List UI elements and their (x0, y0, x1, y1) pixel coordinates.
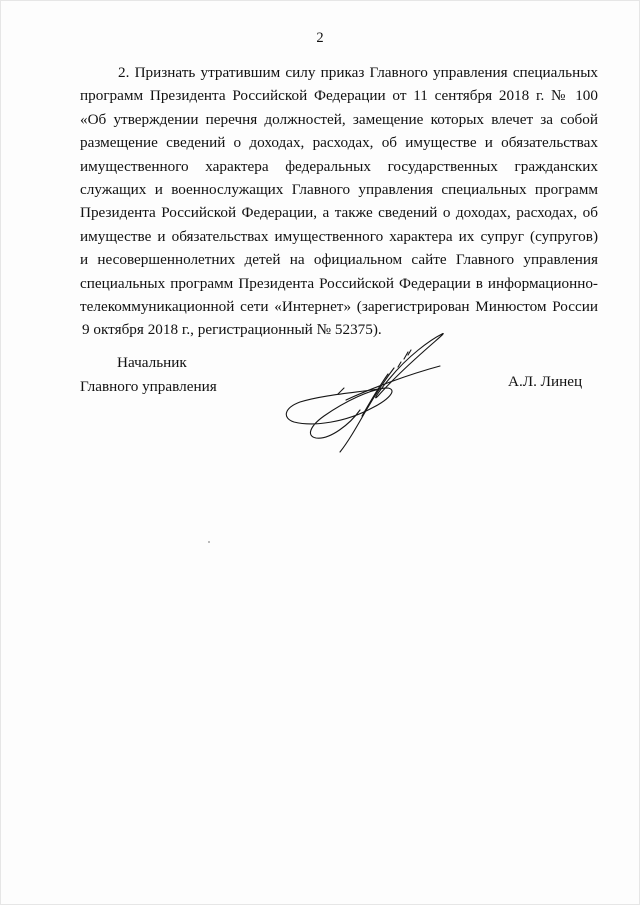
paragraph-line: специальных программ Президента Российской Федерации в информационно- (80, 274, 598, 292)
paragraph-line: размещение сведений о доходах, расходах, об имуществе и обязательствах (80, 134, 598, 152)
paragraph-line: программ Президента Российской Федерации от 11 сентября 2018 г. № 100 (80, 87, 598, 105)
paragraph-line: имуществе и обязательствах имущественного характера их супруг (супругов) (80, 227, 598, 245)
page-number: 2 (316, 30, 324, 46)
paragraph-line: 2. Признать утратившим силу приказ Главного управления специальных (118, 64, 598, 81)
paragraph-line: «Об утверждении перечня должностей, замещение которых влечет за собой (80, 110, 598, 128)
signatory-title (80, 351, 217, 399)
body-paragraph (80, 61, 598, 342)
paragraph-line: 9 октября 2018 г., регистрационный № 52375). (82, 321, 382, 339)
handwritten-signature (280, 328, 450, 458)
paragraph-line: Президента Российской Федерации, а также сведений о доходах, расходах, об (80, 204, 598, 222)
signatory-title-line: Главного управления (80, 378, 217, 395)
scan-speck (208, 541, 210, 543)
paragraph-line: и несовершеннолетних детей на официальном сайте Главного управления (80, 251, 598, 269)
paragraph-line: телекоммуникационной сети «Интернет» (зарегистрирован Минюстом России (80, 297, 598, 315)
paragraph-line: служащих и военнослужащих Главного управления специальных программ (80, 180, 598, 198)
signatory-name: А.Л. Линец (508, 373, 583, 390)
paragraph-line: имущественного характера федеральных государственных гражданских (80, 157, 598, 175)
signatory-title-line: Начальник (117, 354, 187, 371)
